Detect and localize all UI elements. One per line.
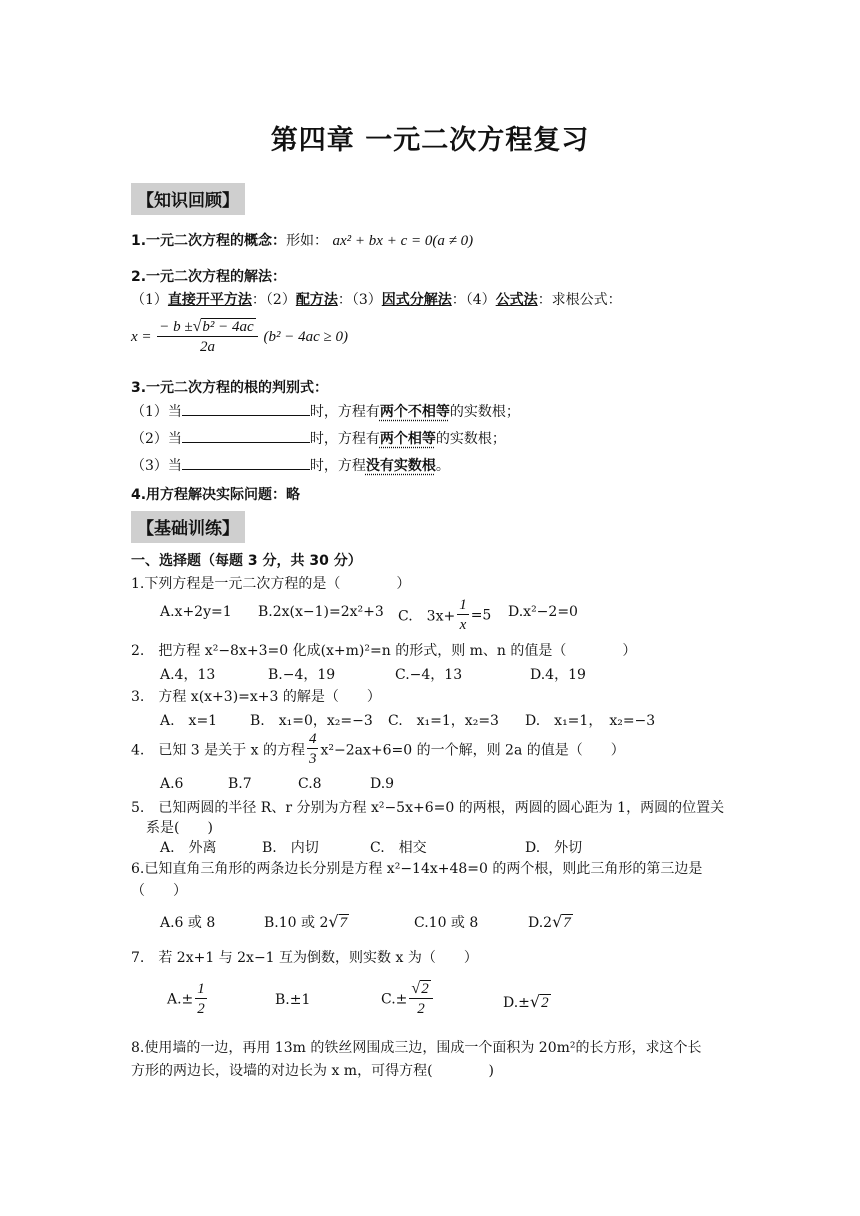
question-6-stem-2: （ ） xyxy=(131,883,187,899)
option-a: A.4，13 xyxy=(160,667,216,683)
option-b: B. x₁=0，x₂=−3 xyxy=(250,713,373,729)
disc-line-2 xyxy=(131,428,506,448)
text: 。 xyxy=(435,458,450,474)
option-d-pre: D.± xyxy=(503,995,530,1011)
option-b: B.2x(x−1)=2x²+3 xyxy=(258,604,384,620)
text: ：（2） xyxy=(251,292,296,308)
fill-blank[interactable] xyxy=(182,402,310,416)
option-c-pre: C. 3x+ xyxy=(398,608,456,625)
formula-radicand: b² − 4ac xyxy=(202,319,254,335)
option-a xyxy=(167,980,209,1019)
fill-blank[interactable] xyxy=(182,456,310,470)
option-c-post: =5 xyxy=(470,607,492,624)
option-c-pre: C.± xyxy=(381,991,408,1008)
option-d: D. x₁=1， x₂=−3 xyxy=(525,713,656,729)
option-c: C. x₁=1，x₂=3 xyxy=(388,713,499,729)
stem-post: x²−2ax+6=0 的一个解，则 2a 的值是（ ） xyxy=(320,742,625,759)
text: 时，方程 xyxy=(309,458,366,474)
option-b: B. 内切 xyxy=(262,840,319,856)
section-title-choice: 一、选择题（每题 3 分，共 30 分） xyxy=(131,553,362,569)
section-header-review: 【知识回顾】 xyxy=(131,183,245,215)
text: （3）当 xyxy=(131,458,182,474)
question-1-stem: 1.下列方程是一元二次方程的是（ ） xyxy=(131,576,411,592)
option-c: C.−4，13 xyxy=(395,667,463,683)
option-d: D. 外切 xyxy=(525,840,583,856)
text: ：求根公式： xyxy=(537,292,622,308)
option-a: A. x=1 xyxy=(160,713,218,729)
question-3-stem: 3. 方程 x(x+3)=x+3 的解是（ ） xyxy=(131,689,381,705)
review-item-4 xyxy=(131,484,300,504)
fraction xyxy=(457,596,469,635)
radicand: 7 xyxy=(563,915,571,931)
text: （1） xyxy=(131,292,168,308)
question-5-stem-1: 5. 已知两圆的半径 R、r 分别为方程 x²−5x+6=0 的两根，两圆的圆心距为 1，两圆的位置关 xyxy=(131,800,725,816)
method-formula: 公式法 xyxy=(495,292,538,308)
option-c: C.8 xyxy=(298,776,322,792)
question-8-stem-1: 8.使用墙的一边，再用 13m 的铁丝网围成三边，围成一个面积为 20m²的长方形，求这个长 xyxy=(131,1040,702,1056)
formula-num-a: − b ± xyxy=(159,319,193,335)
numerator: 4 xyxy=(308,731,317,747)
item-text: 形如： xyxy=(286,233,329,249)
item-label: 2.一元二次方程的解法： xyxy=(131,269,287,285)
option-c: C. 相交 xyxy=(370,840,427,856)
page-title: 第四章 一元二次方程复习 xyxy=(270,125,590,156)
text: 时，方程有 xyxy=(309,404,380,420)
option-b: B.±1 xyxy=(275,992,311,1008)
root-formula xyxy=(131,318,348,357)
method-direct-sqrt: 直接开平方法 xyxy=(167,292,252,308)
review-item-3-label xyxy=(131,377,328,397)
review-item-2-label xyxy=(131,266,286,286)
option-d: D.x²−2=0 xyxy=(508,604,578,620)
radicand: 2 xyxy=(541,995,549,1011)
review-item-2-methods xyxy=(131,289,622,309)
option-b: B.7 xyxy=(228,776,252,792)
radicand: 2 xyxy=(421,981,429,997)
option-a: A.6 xyxy=(160,776,184,792)
text: ：（3） xyxy=(337,292,382,308)
text: ：（4） xyxy=(451,292,496,308)
disc-line-3 xyxy=(131,455,450,475)
option-d: D.9 xyxy=(370,776,395,792)
option-c xyxy=(381,980,435,1019)
fraction xyxy=(195,980,207,1019)
item-label: 3.一元二次方程的根的判别式： xyxy=(131,380,329,396)
text: 时，方程有 xyxy=(309,431,380,447)
numerator: 1 xyxy=(459,597,467,613)
text: 的实数根； xyxy=(449,404,520,420)
question-7-options xyxy=(167,980,627,1028)
denominator: x xyxy=(459,617,467,633)
formula-fraction: $\frac{\text{− b ±√b² − 4ac}}{2a}$ xyxy=(157,318,257,357)
option-d: D.2√7 xyxy=(528,912,571,931)
emphasis: 两个相等 xyxy=(379,431,436,447)
option-a: A.x+2y=1 xyxy=(160,604,232,620)
option-d-pre: D.2 xyxy=(528,915,553,931)
formula-condition: (b² − 4ac ≥ 0) xyxy=(263,328,348,345)
method-factoring: 因式分解法 xyxy=(381,292,452,308)
stem-pre: 4. 已知 3 是关于 x 的方程 xyxy=(131,742,305,759)
option-b-pre: B.10 或 2 xyxy=(264,915,329,931)
radicand: 7 xyxy=(339,915,348,931)
question-6-stem-1: 6.已知直角三角形的两条边长分别是方程 x²−14x+48=0 的两个根，则此三角形的第三边是 xyxy=(131,861,703,877)
item-label: 1.一元二次方程的概念： xyxy=(131,233,287,249)
fraction: $\frac{√2}{2}$ xyxy=(409,980,432,1019)
option-b: B.−4，19 xyxy=(268,667,336,683)
option-c xyxy=(398,596,491,635)
fill-blank[interactable] xyxy=(182,429,310,443)
text: 的实数根； xyxy=(435,431,506,447)
option-d: D.4，19 xyxy=(530,667,586,683)
fraction xyxy=(307,730,319,769)
option-a-pre: A.± xyxy=(167,991,194,1008)
question-5-stem-2: 系是( ) xyxy=(146,820,213,836)
denominator: 3 xyxy=(308,751,317,767)
text: （1）当 xyxy=(131,404,182,420)
question-4-stem xyxy=(131,730,625,769)
item-label: 4.用方程解决实际问题：略 xyxy=(131,487,301,503)
emphasis: 两个不相等 xyxy=(379,404,450,420)
emphasis: 没有实数根 xyxy=(365,458,436,474)
option-b: B.10 或 2√7 xyxy=(264,912,348,931)
option-c: C.10 或 8 xyxy=(414,915,479,931)
question-2-stem: 2. 把方程 x²−8x+3=0 化成(x+m)²=n 的形式，则 m、n 的值是（ ） xyxy=(131,643,637,659)
denominator: 2 xyxy=(417,1001,425,1017)
option-a: A.6 或 8 xyxy=(160,915,216,931)
formula-denominator: 2a xyxy=(199,339,215,355)
disc-line-1 xyxy=(131,401,520,421)
method-completing-square: 配方法 xyxy=(295,292,338,308)
section-header-training: 【基础训练】 xyxy=(131,511,245,543)
question-8-stem-2: 方形的两边长，设墙的对边长为 x m，可得方程( ) xyxy=(131,1063,494,1079)
option-d: D.±√2 xyxy=(503,992,549,1011)
formula-lhs: x = xyxy=(131,328,152,345)
review-item-1 xyxy=(131,230,473,250)
text: （2）当 xyxy=(131,431,182,447)
numerator: 1 xyxy=(197,981,205,997)
denominator: 2 xyxy=(197,1001,205,1017)
option-a: A. 外离 xyxy=(160,840,217,856)
quadratic-general-form: ax² + bx + c = 0(a ≠ 0) xyxy=(332,233,474,249)
question-7-stem: 7. 若 2x+1 与 2x−1 互为倒数，则实数 x 为（ ） xyxy=(131,950,478,966)
